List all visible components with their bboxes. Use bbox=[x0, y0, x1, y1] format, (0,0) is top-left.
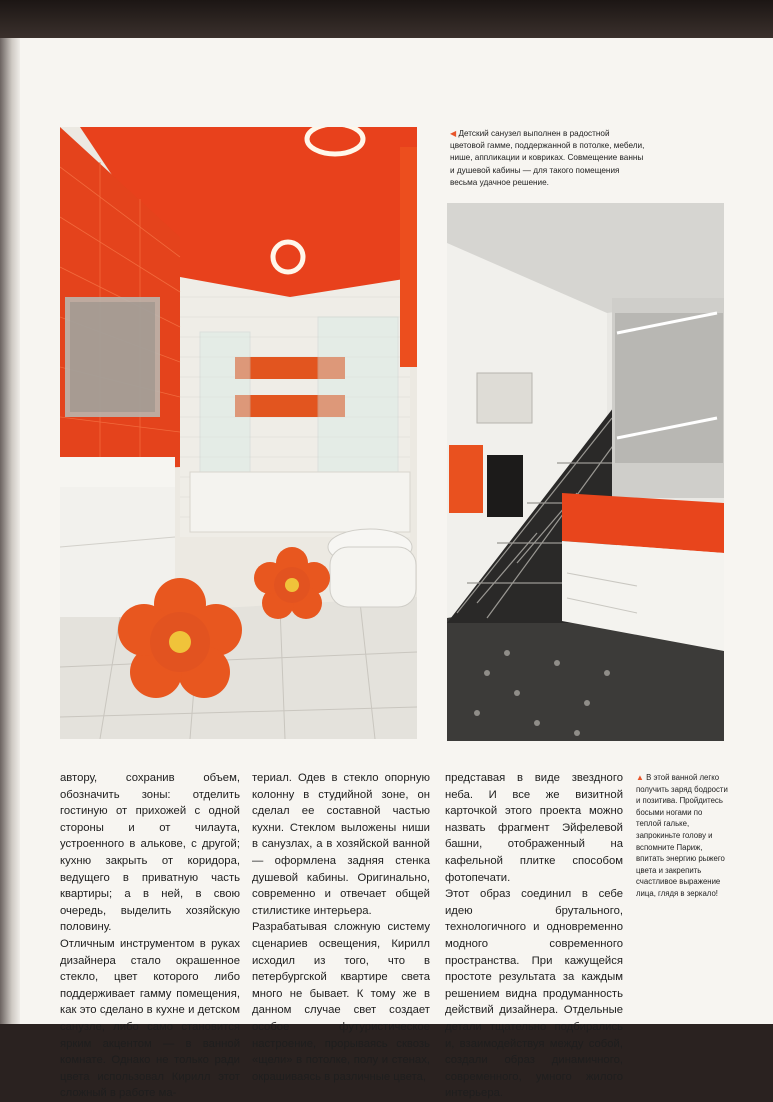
caption-master-bathroom bbox=[636, 772, 728, 900]
text-column-1 bbox=[60, 770, 240, 1102]
col3-paragraph-2: Этот образ соединил в себе идею брутального, технологичного и одновременно модного современного пространства. При кажущейся простоте результата за каждым решением видна продуманность действий дизайнера. Отдельные детали тщательно подбирались и, взаимодействуя между собой, создали образ динамичного, современного, умного жилого интерьера. bbox=[445, 888, 623, 1100]
page-gutter bbox=[0, 38, 20, 1024]
photo-master-bathroom bbox=[447, 203, 724, 741]
caption-pointer-icon: ◀ bbox=[450, 129, 457, 138]
caption-master-bathroom-text: В этой ванной легко получить заряд бодрости и позитива. Пройдитесь босыми ногами по теплой гальке, запрокиньте голову и вспомните Париж, впитать энергию рыжего цвета и закрепить счастливое выражение лица, глядя в зеркало! bbox=[636, 773, 728, 898]
kids-bathroom-illustration bbox=[60, 127, 417, 739]
col1-paragraph-1: автору, сохранив объем, обозначить зоны: отделить гостиную от прихожей с одной стороны и от чилаута, устроенного в алькове, с другой; кухню закрыть от коридора, ведущего в приватную часть квартиры; а в ней, в свою очередь, выделить хозяйскую половину. bbox=[60, 772, 240, 934]
caption-kids-bathroom bbox=[450, 128, 645, 189]
caption-kids-bathroom-text: Детский санузел выполнен в радостной цветовой гамме, поддержанной в потолке, мебели, нише, аппликации и ковриках. Совмещение ванны и душевой кабины — для такого помещения весьма удачное решение. bbox=[450, 129, 645, 187]
col2-paragraph-1: териал. Одев в стекло опорную колонну в студийной зоне, он сделал ее составной частью кухни. Стеклом выложены ниши в санузлах, а в хозяйской ванной — оформлена задняя стенка душевой кабины. Оригинально, современно и отвечает общей стилистике интерьера. bbox=[252, 772, 430, 917]
master-bathroom-illustration bbox=[447, 203, 724, 741]
caption-pointer-up-icon: ▲ bbox=[636, 773, 644, 782]
text-column-3 bbox=[445, 770, 623, 1102]
col2-paragraph-2: Разрабатывая сложную систему сценариев освещения, Кирилл исходил из того, что в петербургской квартире света много не бывает. К тому же в данном случае свет создает особое футуристическое настроение, прорываясь сквозь «щели» в потолке, полу и стенах, окрашиваясь в различные цвета, bbox=[252, 921, 430, 1083]
scan-top-edge bbox=[0, 0, 773, 38]
photo-kids-bathroom bbox=[60, 127, 417, 739]
text-column-2 bbox=[252, 770, 430, 1085]
col3-paragraph-1: представая в виде звездного неба. И все же визитной карточкой этого проекта можно назвать фрагмент Эйфелевой башни, отображенный на кафельной плитке способом фотопечати. bbox=[445, 772, 623, 884]
col1-paragraph-2: Отличным инструментом в руках дизайнера стало окрашенное стекло, цвет которого либо поддерживает гамму помещения, как это сделано в кухне и детском санузле, либо само становится ярким акцентом — в ванной комнате. Однако не только ради цвета использовал Кирилл этот сложный в работе ма- bbox=[60, 937, 240, 1100]
